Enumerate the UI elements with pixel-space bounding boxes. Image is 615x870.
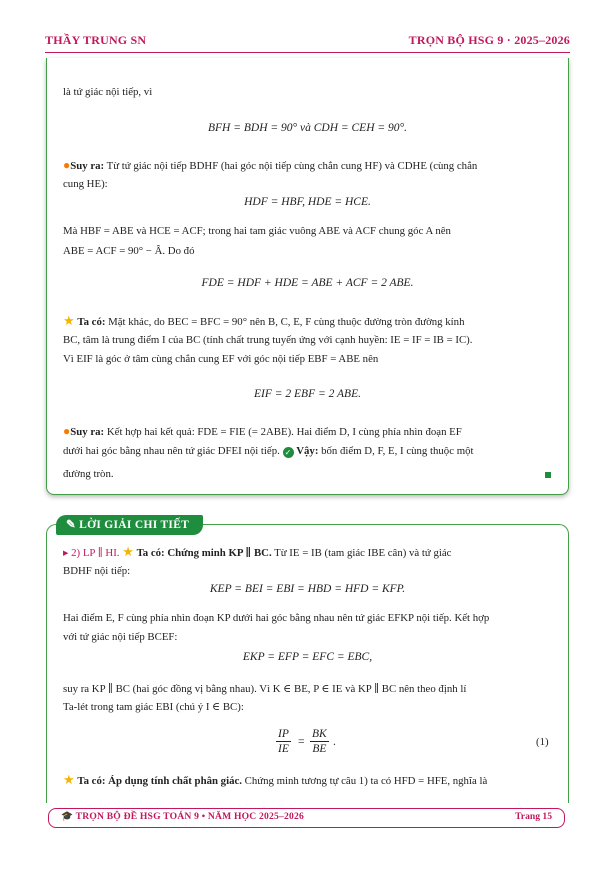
qed-square-icon [545, 472, 551, 478]
text-line: đường tròn. [63, 468, 114, 480]
page-number: Trang 15 [515, 811, 552, 822]
text-line: dưới hai góc bằng nhau nên tứ giác DFEI nội tiếp. ✓ Vậy: bốn điểm D, F, E, I cùng thuộc một [63, 445, 474, 457]
star-icon: ★ [63, 313, 75, 328]
lightbulb-icon: ● [63, 424, 71, 438]
equation: HDF = HBF, HDE = HCE. [244, 196, 371, 208]
text-line: là tứ giác nội tiếp, vì [63, 86, 153, 98]
text-line: BC, tâm là trung điểm I của BC (tính chất trung tuyến ứng với cạnh huyền: IE = IF = IB = IC). [63, 334, 473, 346]
page-footer [48, 808, 565, 828]
equals-sign: = [298, 736, 305, 748]
text-line: Mà HBF = ABE và HCE = ACF; trong hai tam giác vuông ABE và ACF chung góc A nên [63, 225, 451, 237]
graduation-cap-icon: 🎓 [61, 811, 74, 822]
text-line: ★ Ta có: Mặt khác, do BEC = BFC = 90° nên B, C, E, F cùng thuộc đường tròn đường kính [63, 313, 465, 328]
equation: EKP = EFP = EFC = EBC, [242, 651, 373, 663]
header-rule [45, 52, 570, 53]
triangle-bullet-icon: ▸ [63, 547, 69, 559]
fraction-bk-be: $\frac{BK}{BE}$ [312, 728, 327, 755]
equation: FDE = HDF + HDE = ABE + ACF = 2 ABE. [201, 277, 414, 289]
text-line: với tứ giác nội tiếp BCEF: [63, 631, 178, 643]
header-series: TRỌN BỘ HSG 9 · 2025–2026 [408, 33, 570, 47]
equation: KEP = BEI = EBI = HBD = HFD = KFP. [209, 583, 406, 595]
star-icon: ★ [122, 544, 134, 559]
text-line: ABE = ACF = 90° − Â. Do đó [63, 245, 195, 257]
check-icon: ✓ [283, 447, 294, 458]
section-tag: ✎ LỜI GIẢI CHI TIẾT [56, 515, 203, 535]
text-line: ●Suy ra: Từ tứ giác nội tiếp BDHF (hai góc nội tiếp cùng chắn cung HF) và CDHE (cùng chắn [63, 158, 478, 172]
text-line: BDHF nội tiếp: [63, 565, 131, 577]
text-line: ★ Ta có: Áp dụng tính chất phân giác. Chứng minh tương tự câu 1) ta có HFD = HFE, nghĩa là [63, 772, 488, 787]
text-line: ●Suy ra: Kết hợp hai kết quả: FDE = FIE (= 2ABE). Hai điểm D, I cùng phía nhìn đoạn EF [63, 424, 462, 438]
equation: BFH = BDH = 90° và CDH = CEH = 90°. [208, 122, 407, 134]
text-line: suy ra KP ∥ BC (hai góc đồng vị bằng nhau). Vì K ∈ BE, P ∈ IE và KP ∥ BC nên theo định lí [63, 683, 467, 695]
fraction-ip-ie: $\frac{IP}{IE}$ [278, 728, 289, 755]
text-line: Ta-lét trong tam giác EBI (chú ý I ∈ BC): [63, 701, 244, 713]
lightbulb-icon: ● [63, 158, 71, 172]
equation: EIF = 2 EBF = 2 ABE. [254, 388, 361, 400]
period: . [333, 736, 336, 748]
pencil-icon: ✎ [66, 519, 76, 531]
text-line: ▸ 2) LP ∥ HI. ★ Ta có: Chứng minh KP ∥ BC. Từ IE = IB (tam giác IBE cân) và tứ giác [63, 544, 452, 559]
text-line: Hai điểm E, F cùng phía nhìn đoạn KP dưới hai góc bằng nhau nên tứ giác EFKP nội tiếp. Kết hợp [63, 612, 490, 624]
header-author: THẦY TRUNG SN [45, 33, 147, 47]
equation-number: (1) [536, 736, 549, 748]
footer-title: 🎓 TRỌN BỘ ĐỀ HSG TOÁN 9 • NĂM HỌC 2025–2026 [61, 811, 305, 822]
text-line: cung HE): [63, 178, 108, 190]
star-icon: ★ [63, 772, 75, 787]
page-header [45, 33, 570, 51]
text-line: Vì EIF là góc ở tâm cùng chắn cung EF với góc nội tiếp EBF = ABE nên [63, 353, 379, 365]
